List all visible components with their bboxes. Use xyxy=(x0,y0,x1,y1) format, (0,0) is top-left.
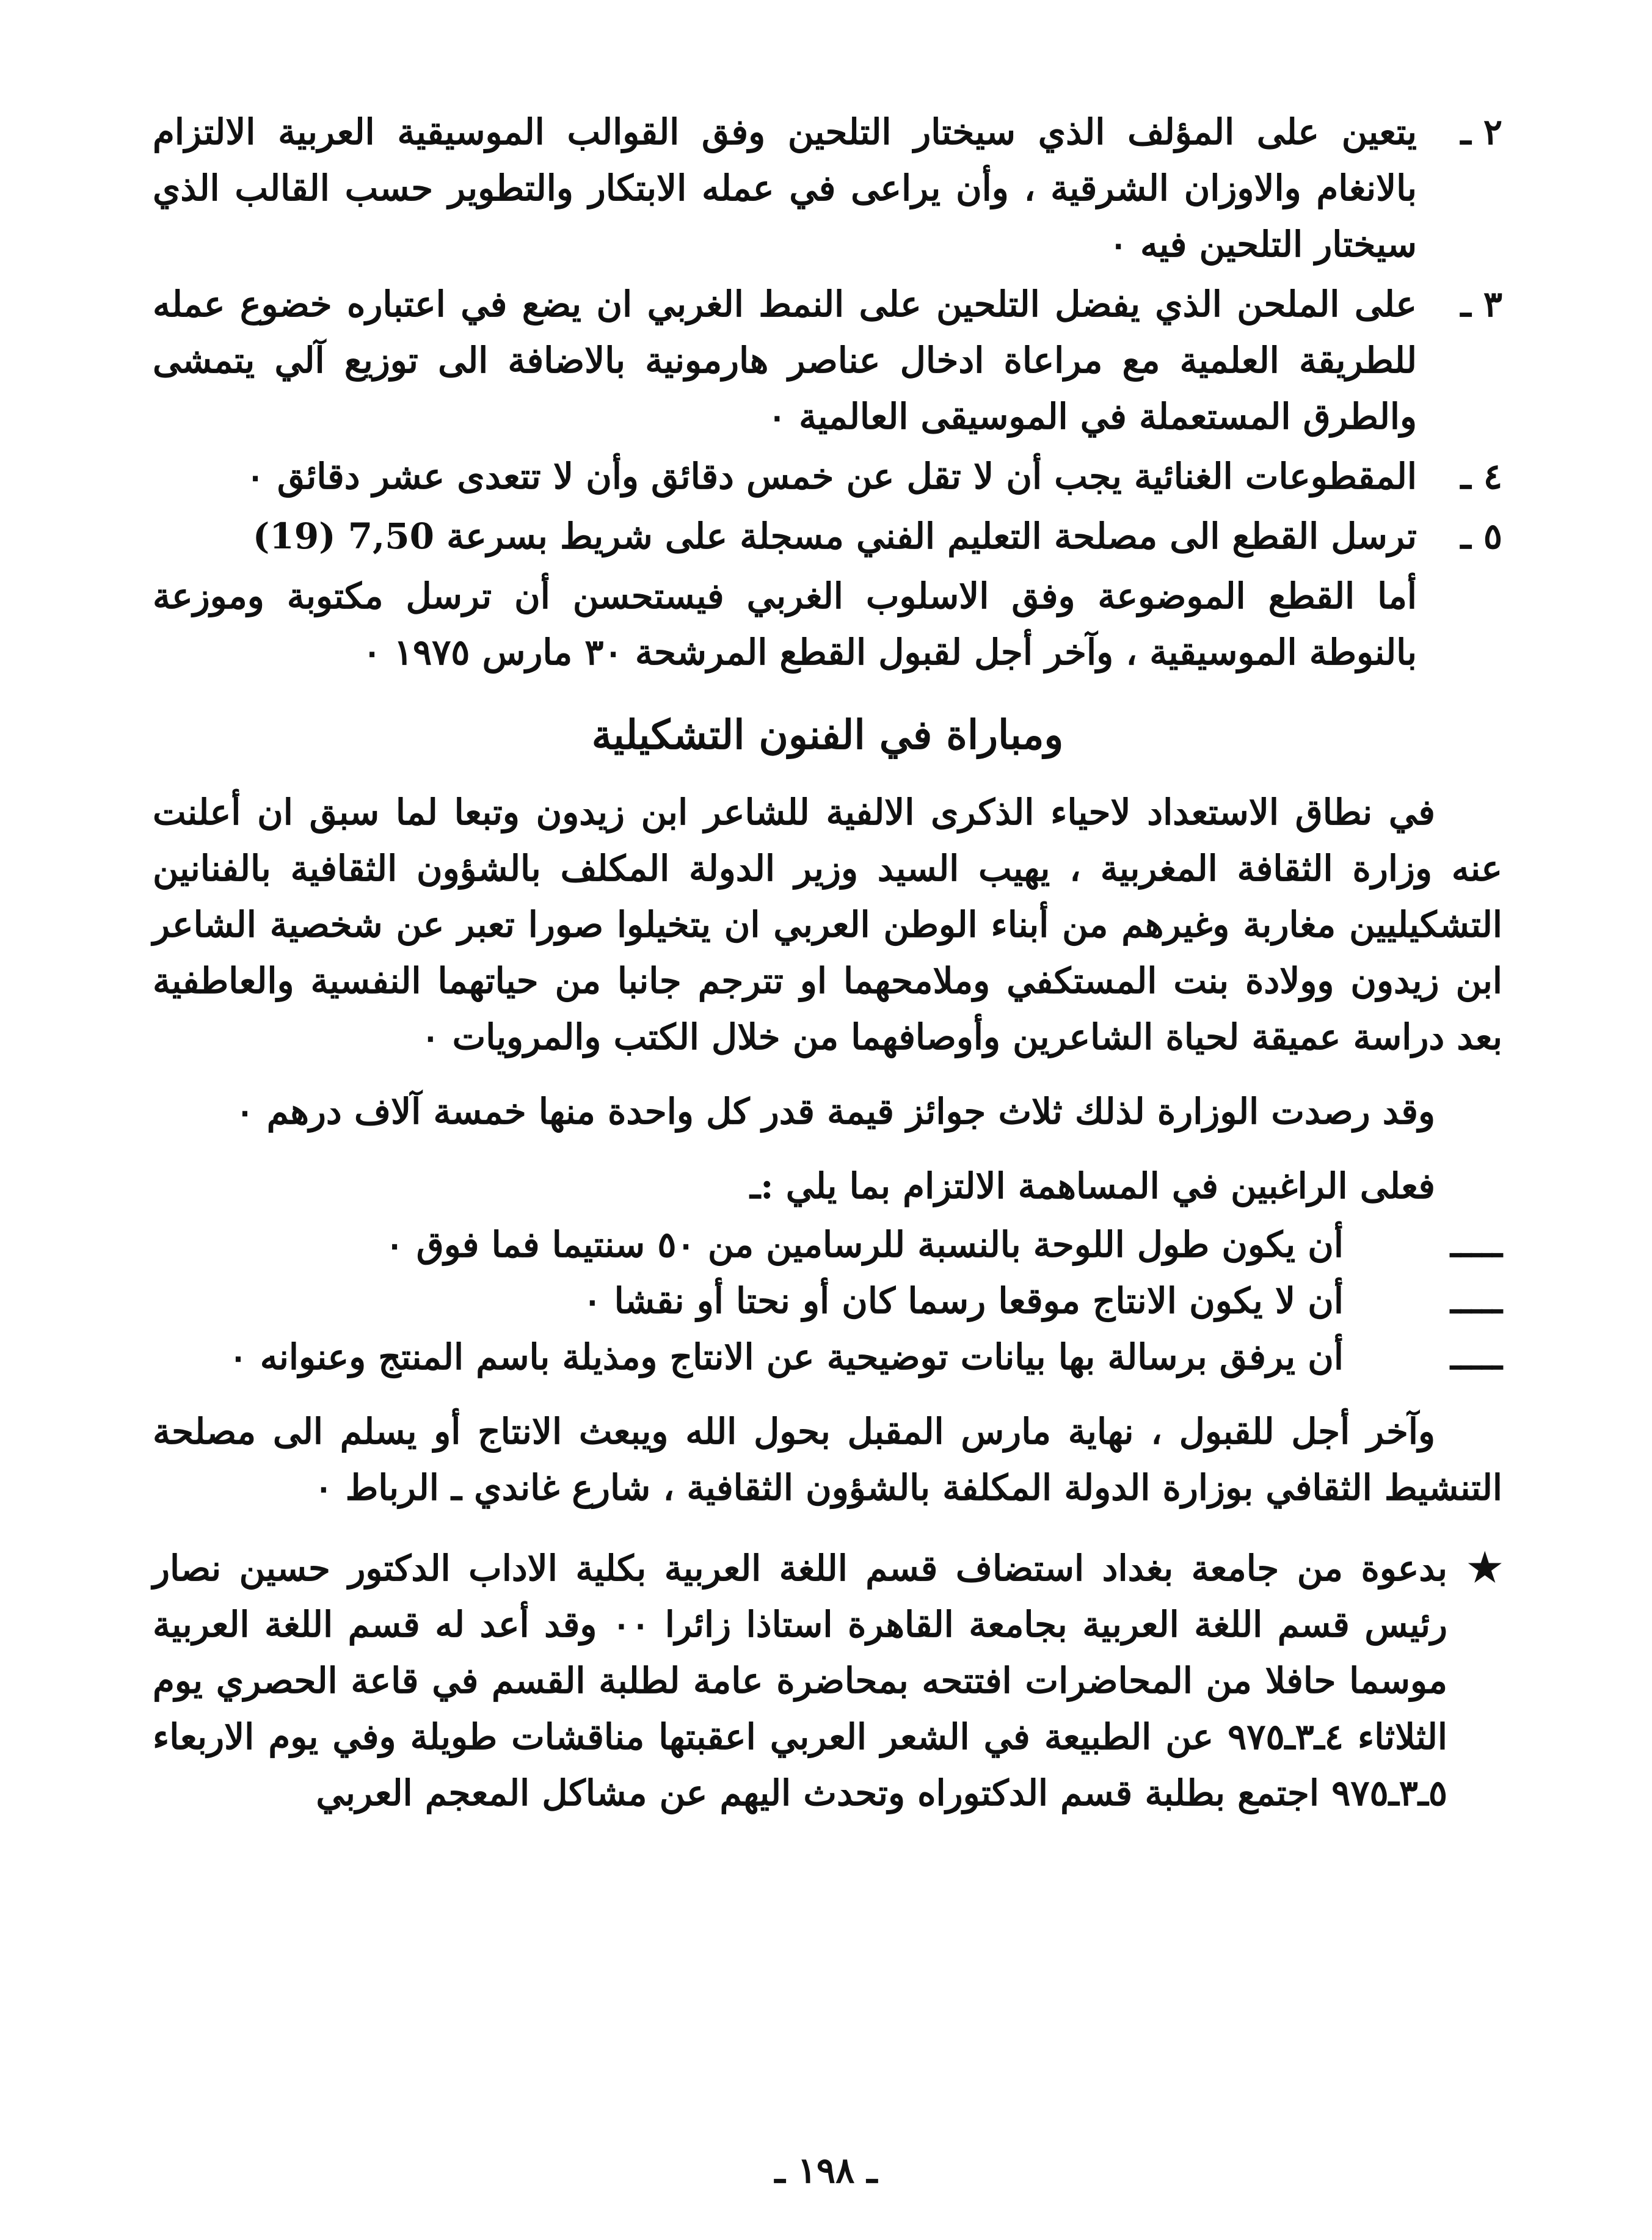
condition-item xyxy=(153,1216,1502,1273)
condition-item xyxy=(153,1273,1502,1329)
item-line: الالتزام بالانغام والاوزان الشرقية ، وأن يراعى في عمله الابتكار والتطوير xyxy=(153,111,1417,209)
news-text: بدعوة من جامعة بغداد استضاف قسم اللغة العربية بكلية الاداب الدكتور حسين نصار رئيس قسم اللغة العربية بجامعة القاهرة استاذا زائرا ٠٠ وقد أعد له قسم اللغة العربية موسما حافلا من المحاضرات افتتحه بمحاضرة عامة لطلبة القسم في قاعة الحصري يوم الثلاثاء ٤ـ٣ـ٩٧٥ عن الطبيعة في الشعر العربي اعقبتها مناقشات طويلة وفي يوم الاربعاء ٥ـ٣ـ٩٧٥ اجتمع بطلبة قسم الدكتوراه وتحدث اليهم عن مشاكل المعجم العربي xyxy=(153,1547,1447,1814)
item-line: المقطوعات الغنائية يجب أن لا تقل عن خمس دقائق وأن لا تتعدى عشر xyxy=(360,456,1417,497)
condition-item xyxy=(153,1329,1502,1385)
item-number: ٥ ـ xyxy=(1460,515,1502,557)
list-item-2 xyxy=(153,104,1502,272)
condition-text: أن يكون طول اللوحة بالنسبة للرسامين من ٥٠ سنتيما فما فوق ٠ xyxy=(385,1224,1344,1265)
item-line: يتعين على المؤلف الذي سيختار التلحين وفق القوالب الموسيقية العربية xyxy=(255,111,1417,153)
news-item xyxy=(153,1540,1502,1821)
item-5-continuation xyxy=(153,568,1502,680)
paragraph-deadline: وآخر أجل للقبول ، نهاية مارس المقبل بحول الله ويبعث الانتاج أو يسلم الى مصلحة التنشيط الثقافي بوزارة الدولة المكلفة بالشؤون الثقافية ، شارع غاندي ـ الرباط ٠ xyxy=(153,1411,1502,1508)
item-number: ٣ ـ xyxy=(1460,283,1502,325)
paragraph-prizes: وقد رصدت الوزارة لذلك ثلاث جوائز قيمة قدر كل واحدة منها خمسة آلاف درهم ٠ xyxy=(235,1091,1435,1132)
continuation-line: مكتوبة وموزعة بالنوطة الموسيقية ، وآخر أجل لقبول القطع المرشحة ٣٠ xyxy=(153,575,1417,673)
item-line: دقائق ٠ xyxy=(246,456,360,497)
item-line: على الملحن الذي يفضل التلحين على النمط الغربي ان يضع في اعتباره خضوع xyxy=(225,283,1417,325)
continuation-line: مارس ١٩٧٥ ٠ xyxy=(362,631,573,673)
item-text xyxy=(153,104,1417,272)
star-icon: ★ xyxy=(1467,1545,1502,1591)
page-number: ـ ١٩٨ ـ xyxy=(774,2150,878,2191)
item-number: ٢ ـ xyxy=(1460,111,1502,153)
paragraph-conditions-intro: فعلى الراغبين في المساهمة الالتزام بما يلي :ـ xyxy=(750,1165,1435,1207)
dash-marker: ـــــ xyxy=(1450,1280,1502,1322)
item-line: عمله للطريقة العلمية مع مراعاة ادخال عناصر هارمونية بالاضافة الى توزيع xyxy=(153,283,1417,381)
item-text xyxy=(153,276,1417,445)
item-text xyxy=(153,448,1417,504)
list-item-4 xyxy=(153,448,1502,504)
paragraph-intro: في نطاق الاستعداد لاحياء الذكرى الالفية للشاعر ابن زيدون وتبعا لما سبق ان أعلنت عنه وزارة الثقافة المغربية ، يهيب السيد وزير الدولة المكلف بالشؤون الثقافية بالفنانين التشكيليين مغاربة وغيرهم من أبناء الوطن العربي ان يتخيلوا صورا تعبر عن شخصية الشاعر ابن زيدون وولادة بنت المستكفي وملامحهما او تترجم جانبا من حياتهما النفسية والعاطفية بعد دراسة عميقة لحياة الشاعرين وأوصافهما من خلال الكتب والمرويات ٠ xyxy=(153,791,1502,1058)
item-text xyxy=(153,508,1417,564)
list-item-3 xyxy=(153,276,1502,445)
condition-text: أن لا يكون الانتاج موقعا رسما كان أو نحتا أو نقشا ٠ xyxy=(583,1280,1344,1322)
item-line: حسب القالب الذي سيختار التلحين فيه ٠ xyxy=(153,167,1417,265)
condition-text: أن يرفق برسالة بها بيانات توضيحية عن الانتاج ومذيلة باسم المنتج وعنوانه ٠ xyxy=(228,1336,1344,1378)
dash-marker: ـــــ xyxy=(1450,1336,1502,1378)
section-heading: ومباراة في الفنون التشكيلية xyxy=(591,711,1064,758)
item-line: آلي يتمشى والطرق المستعملة في الموسيقى العالمية ٠ xyxy=(153,340,1417,437)
item-line: ترسل القطع الى مصلحة التعليم الفني مسجلة على شريط بسرعة 7,50 (19) xyxy=(252,515,1417,557)
document-page xyxy=(153,104,1502,1821)
item-number: ٤ ـ xyxy=(1460,456,1502,497)
list-item-5 xyxy=(153,508,1502,564)
dash-marker: ـــــ xyxy=(1450,1224,1502,1265)
continuation-line: أما القطع الموضوعة وفق الاسلوب الغربي فيستحسن أن ترسل xyxy=(383,575,1417,617)
